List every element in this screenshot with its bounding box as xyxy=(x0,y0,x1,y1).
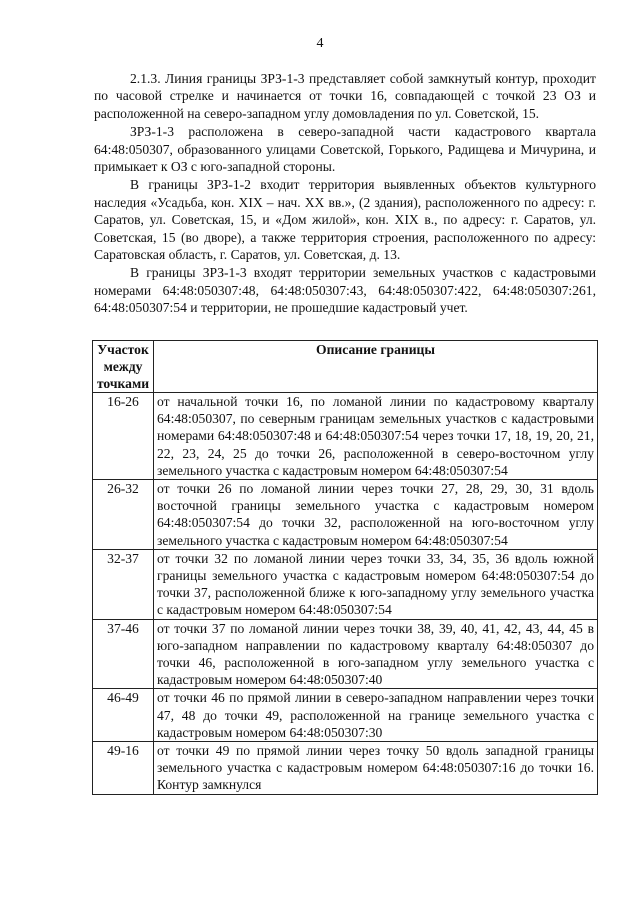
segment-cell: 16-26 xyxy=(93,393,154,480)
table-row xyxy=(93,689,598,742)
segment-cell: 49-16 xyxy=(93,742,154,795)
description-cell: от начальной точки 16, по ломаной линии по кадастровому кварталу 64:48:050307, по северным границам земельных участков с кадастровыми номерами 64:48:050307:48 и 64:48:050307:54 через точки 17, 18, 19, 20, 21, 22, 23, 24, 25 до точки 26, расположенной в северо-восточном углу земельного участка с кадастровым номером 64:48:050307:54 xyxy=(154,393,598,480)
segment-cell: 46-49 xyxy=(93,689,154,742)
body-text xyxy=(94,70,596,317)
description-cell: от точки 46 по прямой линии в северо-западном направлении через точки 47, 48 до точки 49, расположенной на границе земельного участка с кадастровым номером 64:48:050307:30 xyxy=(154,689,598,742)
paragraph: ЗРЗ-1-3 расположена в северо-западной части кадастрового квартала 64:48:050307, образованного улицами Советской, Горького, Радищева и Мичурина, и примыкает к ОЗ с юго-западной стороны. xyxy=(94,124,596,175)
segment-column-header: Участок между точками xyxy=(93,341,154,393)
table-row xyxy=(93,480,598,550)
table-row xyxy=(93,549,598,619)
description-column-header: Описание границы xyxy=(154,341,598,393)
paragraph: В границы ЗРЗ-1-2 входит территория выявленных объектов культурного наследия «Усадьба, кон. XIX – нач. XX вв.», (2 здания), расположенного по адресу: г. Саратов, ул. Советская, 15, и «Дом жилой», кон. XIX в., по адресу: г. Саратов, ул. Советская, 15 (во дворе), а также территория строения, расположенного по адресу: Саратовская область, г. Саратов, ул. Советская, д. 13. xyxy=(94,177,596,263)
paragraph: 2.1.3. Линия границы ЗРЗ-1-3 представляет собой замкнутый контур, проходит по часовой стрелке и начинается от точки 16, совпадающей с точкой 23 ОЗ и расположенной на северо-западном углу домовладения по ул. Советской, 15. xyxy=(94,71,596,121)
segment-cell: 37-46 xyxy=(93,619,154,689)
table-row xyxy=(93,393,598,480)
description-cell: от точки 32 по ломаной линии через точки 33, 34, 35, 36 вдоль южной границы земельного участка с кадастровым номером 64:48:050307:54 до точки 37, расположенной ближе к юго-западному углу земельного участка с кадастровым номером 64:48:050307:54 xyxy=(154,549,598,619)
segment-cell: 26-32 xyxy=(93,480,154,550)
description-cell: от точки 37 по ломаной линии через точки 38, 39, 40, 41, 42, 43, 44, 45 в юго-западном направлении по кадастровому кварталу 64:48:050307 до точки 46, расположенной в юго-западном углу земельного участка с кадастровым номером 64:48:050307:40 xyxy=(154,619,598,689)
page-number: 4 xyxy=(316,36,324,51)
segment-cell: 32-37 xyxy=(93,549,154,619)
paragraph: В границы ЗРЗ-1-3 входят территории земельных участков с кадастровыми номерами 64:48:050307:48, 64:48:050307:43, 64:48:050307:422, 64:48:050307:261, 64:48:050307:54 и территории, не прошедшие кадастровый учет. xyxy=(94,265,596,316)
description-cell: от точки 49 по прямой линии через точку 50 вдоль западной границы земельного участка с кадастровым номером 64:48:050307:16 до точки 16. Контур замкнулся xyxy=(154,742,598,795)
table-header-row xyxy=(93,341,598,393)
boundary-table xyxy=(92,340,598,795)
description-cell: от точки 26 по ломаной линии через точки 27, 28, 29, 30, 31 вдоль восточной границы земельного участка с кадастровым номером 64:48:050307:54 до точки 32, расположенной на юго-восточном углу земельного участка с кадастровым номером 64:48:050307:54 xyxy=(154,480,598,550)
table-row xyxy=(93,619,598,689)
table-row xyxy=(93,742,598,795)
